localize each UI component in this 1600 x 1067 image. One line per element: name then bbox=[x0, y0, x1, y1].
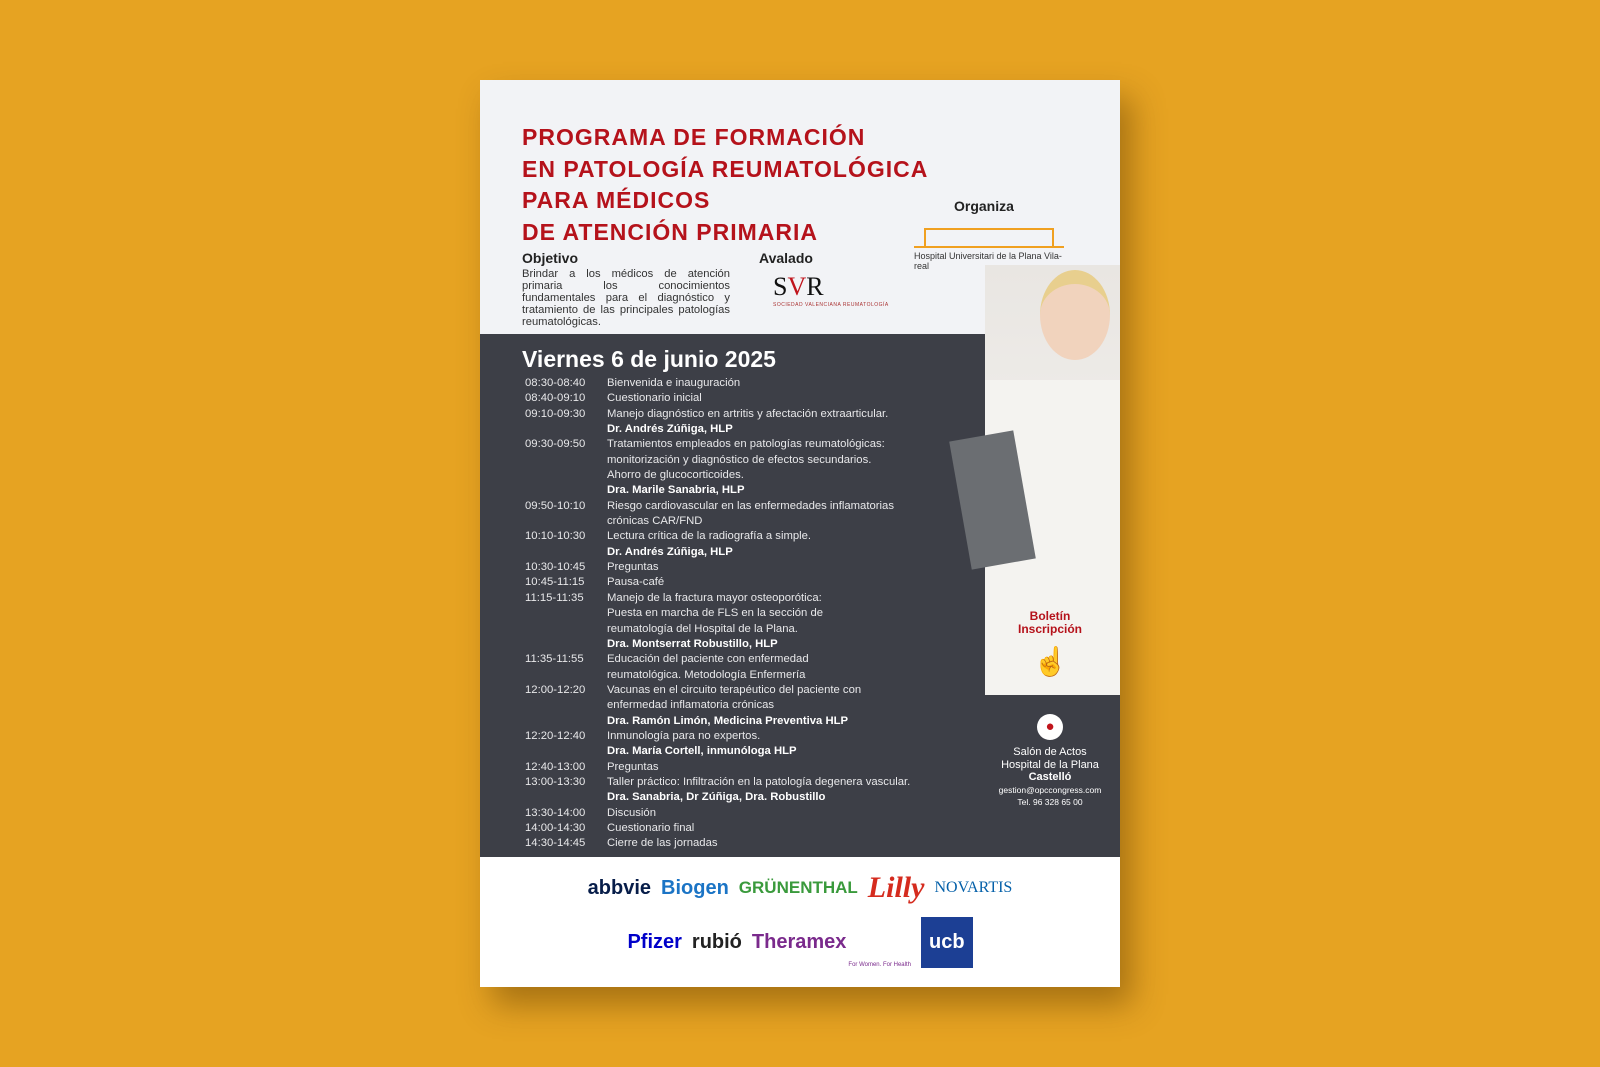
schedule-row bbox=[525, 376, 910, 391]
schedule-topic: Inmunología para no expertos. bbox=[607, 729, 761, 742]
schedule-topic: reumatología del Hospital de la Plana. bbox=[607, 622, 798, 635]
schedule-row bbox=[525, 529, 910, 544]
schedule-time: 14:30-14:45 bbox=[525, 837, 586, 850]
pointer-hand-icon[interactable]: ☝ bbox=[1033, 646, 1068, 677]
title-line: PARA MÉDICOS bbox=[522, 187, 711, 213]
hospital-logo bbox=[914, 222, 1064, 271]
schedule-row bbox=[525, 821, 910, 836]
sponsor-logo-pfizer: Pfizer bbox=[627, 931, 682, 953]
schedule-time: 10:10-10:30 bbox=[525, 530, 586, 543]
schedule-topic: Cuestionario inicial bbox=[607, 392, 702, 405]
schedule-time bbox=[525, 668, 607, 683]
schedule-time: 10:30-10:45 bbox=[525, 561, 586, 574]
sponsor-logo-grünenthal: GRÜNENTHAL bbox=[738, 878, 858, 897]
contact-email[interactable]: gestion@opccongress.com bbox=[998, 784, 1102, 795]
schedule-time bbox=[525, 514, 607, 529]
schedule-row bbox=[525, 683, 910, 698]
schedule-topic: Riesgo cardiovascular en las enfermedades inflamatorias bbox=[607, 499, 894, 512]
schedule-row bbox=[525, 729, 910, 744]
schedule-topic: reumatológica. Metodología Enfermería bbox=[607, 668, 806, 681]
schedule-row bbox=[525, 468, 910, 483]
sponsor-logo-lilly: Lilly bbox=[867, 871, 925, 904]
schedule-row bbox=[525, 391, 910, 406]
schedule-time: 09:30-09:50 bbox=[525, 438, 586, 451]
hospital-name: Hospital Universitari de la Plana Vila-real bbox=[914, 251, 1062, 271]
venue-line: Hospital de la Plana bbox=[1001, 758, 1099, 771]
sponsor-logo-novartis: NOVARTIS bbox=[934, 879, 1013, 896]
schedule-time: 13:30-14:00 bbox=[525, 806, 586, 819]
schedule-row bbox=[525, 407, 910, 422]
schedule-time: 12:40-13:00 bbox=[525, 760, 586, 773]
speaker-name: Dra. Marile Sanabria, HLP bbox=[607, 484, 745, 497]
sponsor-logo-abbvie: abbvie bbox=[587, 876, 652, 899]
schedule-time: 09:50-10:10 bbox=[525, 499, 586, 512]
schedule-row bbox=[525, 652, 910, 667]
event-date: Viernes 6 de junio 2025 bbox=[522, 346, 776, 372]
location-pin-icon: ● bbox=[1037, 714, 1063, 740]
schedule-time: 12:00-12:20 bbox=[525, 683, 586, 696]
registration-link[interactable] bbox=[985, 610, 1115, 636]
speaker-name: Dra. María Cortell, inmunóloga HLP bbox=[607, 745, 797, 758]
schedule-topic: Pausa-café bbox=[607, 576, 665, 589]
theramex-tagline: For Women. For Health bbox=[848, 962, 911, 968]
schedule-time: 08:30-08:40 bbox=[525, 377, 586, 389]
schedule-topic: monitorización y diagnóstico de efectos secundarios. bbox=[607, 453, 872, 466]
title-line: EN PATOLOGÍA REUMATOLÓGICA bbox=[522, 155, 929, 182]
contact-phone: Tel. 96 328 65 00 bbox=[1017, 796, 1083, 807]
sponsor-row bbox=[480, 871, 1120, 905]
schedule-topic: Bienvenida e inauguración bbox=[607, 377, 741, 389]
schedule-topic: Vacunas en el circuito terapéutico del paciente con bbox=[607, 683, 862, 696]
registration-label: Inscripción bbox=[1017, 622, 1082, 636]
speaker-name: Dra. Montserrat Robustillo, HLP bbox=[607, 637, 778, 650]
schedule-speaker-row bbox=[525, 744, 910, 759]
sponsor-row bbox=[480, 917, 1120, 968]
schedule-row bbox=[525, 514, 910, 529]
schedule-speaker-row bbox=[525, 545, 910, 560]
schedule-topic: Puesta en marcha de FLS en la sección de bbox=[607, 607, 824, 620]
schedule-speaker-row bbox=[525, 422, 910, 437]
sponsor-logo-rubió: rubió bbox=[691, 931, 742, 953]
schedule-row bbox=[525, 836, 910, 851]
schedule-time: 10:45-11:15 bbox=[525, 576, 585, 589]
schedule-topic: Taller práctico: Infiltración en la patología degenera vascular. bbox=[607, 775, 911, 788]
schedule-list bbox=[525, 376, 910, 852]
sponsor-logo-theramex: Theramex bbox=[751, 931, 847, 953]
schedule-time bbox=[525, 468, 607, 483]
hospital-building-icon bbox=[914, 222, 1064, 248]
registration-label: Boletín bbox=[1029, 609, 1071, 623]
schedule-topic: Cierre de las jornadas bbox=[607, 837, 718, 850]
schedule-time: 13:00-13:30 bbox=[525, 775, 586, 788]
event-poster bbox=[480, 80, 1120, 987]
venue-city: Castelló bbox=[1028, 771, 1072, 783]
title-line: DE ATENCIÓN PRIMARIA bbox=[522, 218, 818, 245]
schedule-speaker-row bbox=[525, 714, 910, 729]
venue-info bbox=[980, 714, 1120, 808]
schedule-time: 14:00-14:30 bbox=[525, 821, 586, 834]
schedule-speaker-row bbox=[525, 637, 910, 652]
objective-text: Brindar a los médicos de atención primaria los conocimientos fundamentales para el diagnóstico y tratamiento de las principales patologías reumatológicas. bbox=[522, 268, 730, 328]
objective-heading: Objetivo bbox=[522, 250, 579, 266]
speaker-name: Dra. Ramón Limón, Medicina Preventiva HLP bbox=[607, 714, 849, 727]
schedule-topic: Lectura crítica de la radiografía a simple. bbox=[607, 530, 812, 543]
schedule-time bbox=[525, 606, 607, 621]
schedule-topic: Discusión bbox=[607, 806, 656, 819]
schedule-topic: enfermedad inflamatoria crónicas bbox=[607, 699, 775, 712]
schedule-row bbox=[525, 806, 910, 821]
schedule-row bbox=[525, 575, 910, 590]
schedule-time bbox=[525, 453, 607, 468]
schedule-topic: Educación del paciente con enfermedad bbox=[607, 653, 809, 666]
schedule-speaker-row bbox=[525, 483, 910, 498]
sponsors-footer bbox=[480, 857, 1120, 987]
sponsor-logo-ucb: ucb bbox=[921, 917, 973, 968]
speaker-name: Dr. Andrés Zúñiga, HLP bbox=[607, 423, 733, 436]
schedule-topic: Manejo diagnóstico en artritis y afectación extraarticular. bbox=[607, 407, 889, 420]
schedule-topic: Cuestionario final bbox=[607, 821, 695, 834]
schedule-time bbox=[525, 622, 607, 637]
schedule-row bbox=[525, 499, 910, 514]
schedule-topic: Tratamientos empleados en patologías reumatológicas: bbox=[607, 438, 885, 451]
svr-logo: SVR SOCIEDAD VALENCIANA REUMATOLOGÍA bbox=[773, 272, 889, 308]
schedule-time: 09:10-09:30 bbox=[525, 407, 586, 420]
speaker-name: Dra. Sanabria, Dr Zúñiga, Dra. Robustillo bbox=[607, 791, 826, 804]
schedule-time: 08:40-09:10 bbox=[525, 392, 586, 405]
schedule-row bbox=[525, 760, 910, 775]
schedule-topic: crónicas CAR/FND bbox=[607, 515, 703, 528]
schedule-row bbox=[525, 622, 910, 637]
schedule-topic: Manejo de la fractura mayor osteoporótica: bbox=[607, 591, 822, 604]
schedule-topic: Ahorro de glucocorticoides. bbox=[607, 469, 744, 482]
schedule-row bbox=[525, 775, 910, 790]
speaker-name: Dr. Andrés Zúñiga, HLP bbox=[607, 545, 733, 558]
poster-title bbox=[522, 122, 928, 248]
schedule-row bbox=[525, 560, 910, 575]
title-line: PROGRAMA DE FORMACIÓN bbox=[522, 124, 866, 150]
schedule-row bbox=[525, 606, 910, 621]
schedule-row bbox=[525, 668, 910, 683]
organizer-heading: Organiza bbox=[954, 198, 1014, 214]
schedule-speaker-row bbox=[525, 790, 910, 805]
venue-line: Salón de Actos bbox=[1013, 746, 1087, 758]
schedule-time bbox=[525, 698, 607, 713]
schedule-topic: Preguntas bbox=[607, 561, 659, 574]
svr-subtitle: SOCIEDAD VALENCIANA REUMATOLOGÍA bbox=[773, 302, 889, 308]
schedule-row bbox=[525, 453, 910, 468]
schedule-time: 11:15-11:35 bbox=[525, 591, 584, 604]
doctor-face bbox=[1040, 270, 1110, 360]
schedule-row bbox=[525, 437, 910, 452]
schedule-topic: Preguntas bbox=[607, 760, 659, 773]
schedule-row bbox=[525, 698, 910, 713]
schedule-row bbox=[525, 591, 910, 606]
schedule-time: 11:35-11:55 bbox=[525, 653, 584, 666]
sponsor-logo-biogen: Biogen bbox=[661, 876, 729, 899]
endorsed-heading: Avalado bbox=[759, 250, 813, 266]
schedule-time: 12:20-12:40 bbox=[525, 729, 586, 742]
